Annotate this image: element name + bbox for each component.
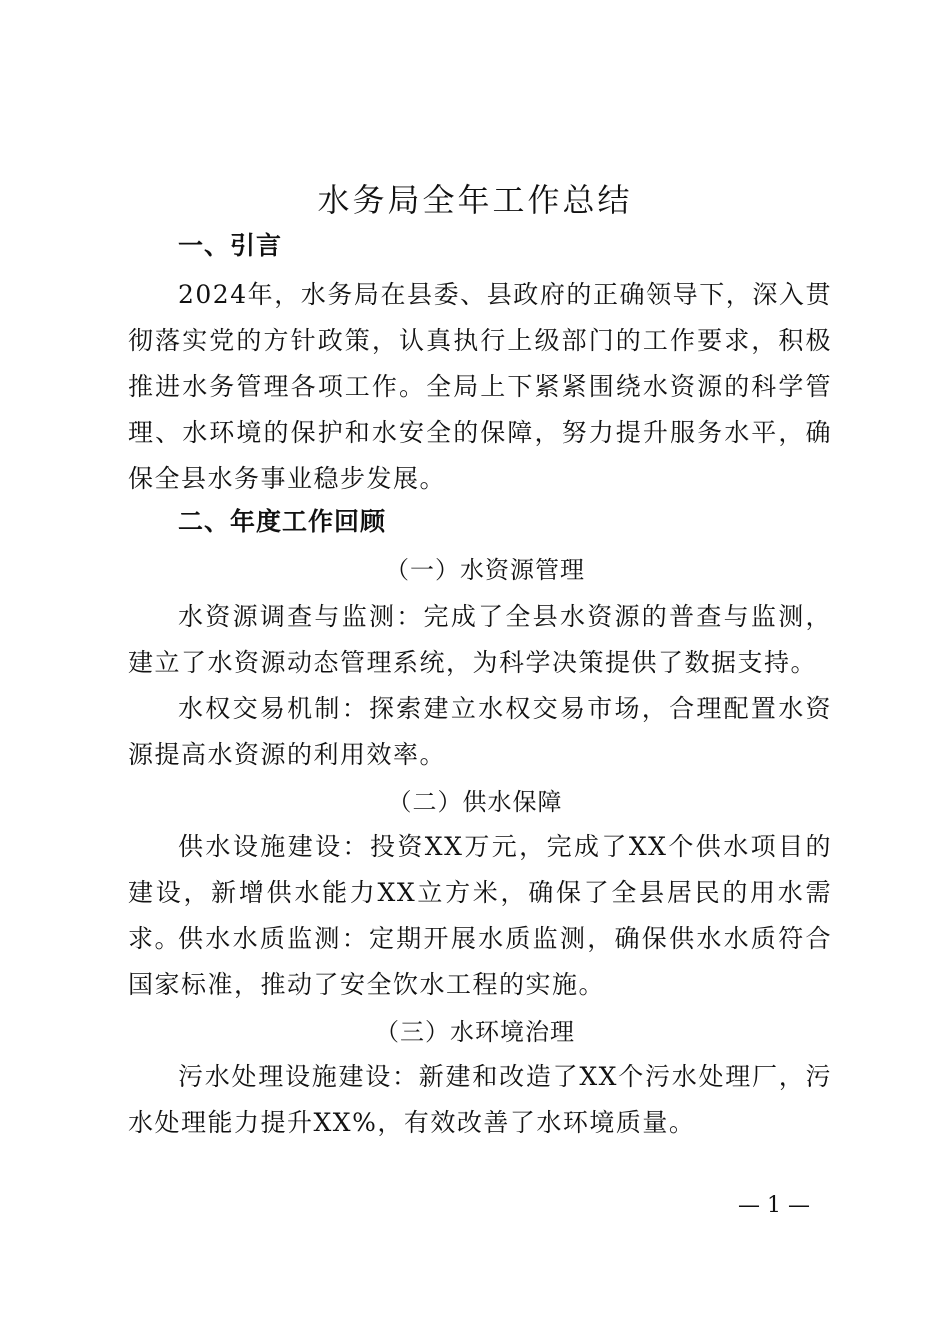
- water-supply-paragraph-1: 供水设施建设：投资XX万元，完成了XX个供水项目的建设，新增供水能力XX立方米，确保了全县居民的用水需求。: [128, 832, 832, 953]
- subsection-heading-water-environment: （三）水环境治理: [375, 1018, 575, 1046]
- intro-paragraph: 2024年，水务局在县委、县政府的正确领导下，深入贯彻落实党的方针政策，认真执行上级部门的工作要求，积极推进水务管理各项工作。全局上下紧紧围绕水资源的科学管理、水环境的保护和水安全的保障，努力提升服务水平，确保全县水务事业稳步发展。: [128, 280, 832, 493]
- water-resources-paragraph-2: 水权交易机制：探索建立水权交易市场，合理配置水资源提高水资源的利用效率。: [128, 694, 832, 769]
- section-heading-intro: 一、引言: [178, 231, 283, 260]
- document-title: 水务局全年工作总结: [317, 181, 633, 219]
- water-supply-paragraph-2: 供水水质监测：定期开展水质监测，确保供水水质符合国家标准，推动了安全饮水工程的实施。: [128, 924, 832, 999]
- water-resources-paragraph-1: 水资源调查与监测：完成了全县水资源的普查与监测，建立了水资源动态管理系统，为科学决策提供了数据支持。: [128, 602, 832, 677]
- subsection-heading-water-supply: （二）供水保障: [387, 788, 563, 816]
- section-heading-review: 二、年度工作回顾: [178, 507, 387, 536]
- page-number: — 1 —: [738, 1193, 810, 1218]
- subsection-heading-water-resources: （一）水资源管理: [385, 556, 585, 584]
- water-environment-paragraph-1: 污水处理设施建设：新建和改造了XX个污水处理厂，污水处理能力提升XX%，有效改善了水环境质量。: [128, 1062, 832, 1137]
